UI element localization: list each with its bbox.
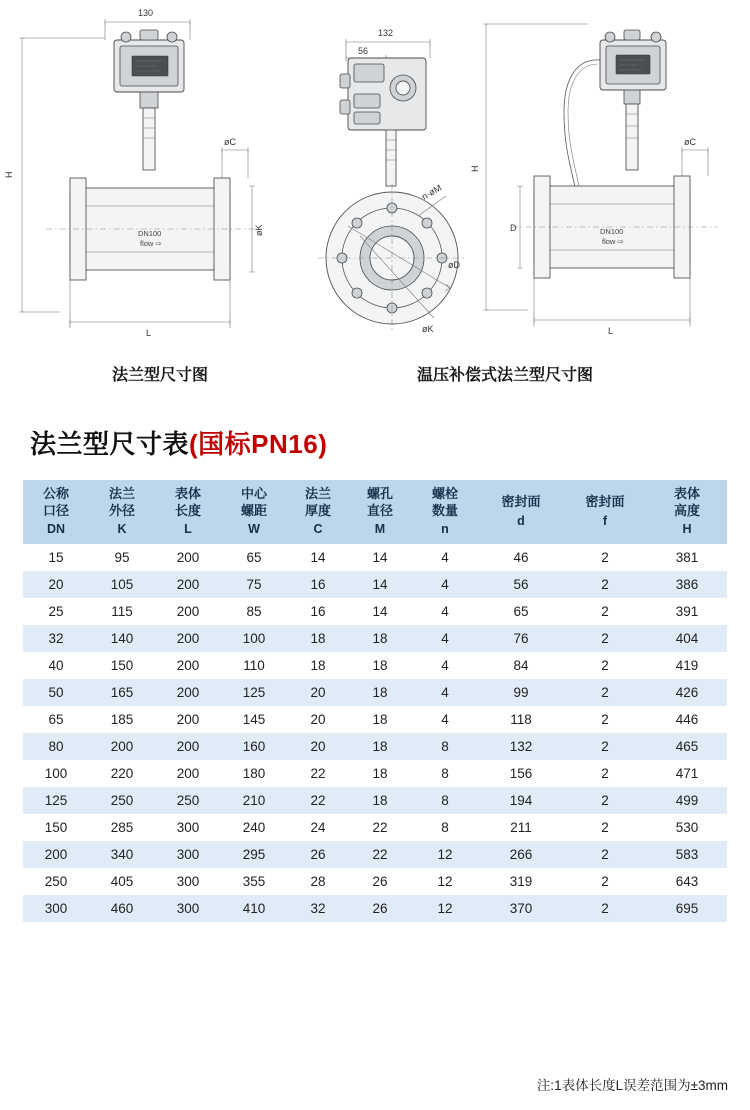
cell-m: 18: [349, 679, 411, 706]
table-row: [23, 679, 727, 706]
cell-w: 355: [221, 868, 287, 895]
cell-k: 105: [89, 571, 155, 598]
table-header-row: [23, 480, 727, 544]
svg-text:flow ⇨: flow ⇨: [140, 239, 162, 248]
col-header-f: 密封面 f: [563, 480, 647, 544]
page-title-accent: (国标PN16): [189, 429, 328, 459]
caption-flange-type: 法兰型尺寸图: [111, 367, 208, 384]
cell-n: 12: [411, 868, 479, 895]
cell-k: 95: [89, 544, 155, 571]
table-row: [23, 625, 727, 652]
svg-text:DN100: DN100: [138, 229, 162, 238]
cell-f: 2: [563, 571, 647, 598]
cell-f: 2: [563, 679, 647, 706]
cell-n: 4: [411, 706, 479, 733]
page-title: [30, 424, 327, 461]
cell-h: 530: [647, 814, 727, 841]
cell-d: 319: [479, 868, 563, 895]
cell-l: 200: [155, 706, 221, 733]
table-row: [23, 814, 727, 841]
svg-text:øC: øC: [684, 137, 696, 147]
cell-l: 250: [155, 787, 221, 814]
svg-text:øK: øK: [254, 224, 264, 236]
cell-w: 110: [221, 652, 287, 679]
caption-temp-pressure-compensated-flange-type: 温压补偿式法兰型尺寸图: [416, 367, 593, 384]
svg-text:130: 130: [138, 8, 154, 18]
svg-text:132: 132: [378, 28, 394, 38]
cell-c: 26: [287, 841, 349, 868]
cell-m: 26: [349, 895, 411, 922]
col-header-c: 法兰 厚度 C: [287, 480, 349, 544]
cell-h: 391: [647, 598, 727, 625]
cell-w: 85: [221, 598, 287, 625]
cell-c: 28: [287, 868, 349, 895]
cell-k: 140: [89, 625, 155, 652]
cell-m: 18: [349, 652, 411, 679]
cell-l: 300: [155, 895, 221, 922]
table-row: [23, 598, 727, 625]
cell-l: 300: [155, 841, 221, 868]
cell-h: 471: [647, 760, 727, 787]
cell-l: 200: [155, 625, 221, 652]
col-header-m: 螺孔 直径 M: [349, 480, 411, 544]
cell-f: 2: [563, 895, 647, 922]
cell-n: 4: [411, 679, 479, 706]
cell-l: 200: [155, 652, 221, 679]
svg-text:H: H: [4, 171, 14, 178]
cell-m: 18: [349, 760, 411, 787]
page-title-main: 法兰型尺寸表: [30, 429, 190, 459]
cell-c: 20: [287, 733, 349, 760]
cell-k: 460: [89, 895, 155, 922]
cell-m: 22: [349, 814, 411, 841]
cell-dn: 125: [23, 787, 89, 814]
cell-f: 2: [563, 868, 647, 895]
col-header-d: 密封面 d: [479, 480, 563, 544]
cell-c: 16: [287, 571, 349, 598]
cell-n: 8: [411, 733, 479, 760]
flange-type-drawing-right: [468, 0, 750, 360]
cell-w: 295: [221, 841, 287, 868]
svg-text:øC: øC: [224, 137, 236, 147]
cell-h: 695: [647, 895, 727, 922]
table-row: [23, 868, 727, 895]
cell-f: 2: [563, 787, 647, 814]
table-row: [23, 544, 727, 571]
svg-text:L: L: [608, 326, 614, 336]
cell-dn: 15: [23, 544, 89, 571]
cell-m: 26: [349, 868, 411, 895]
cell-c: 22: [287, 760, 349, 787]
table-note: 注:1表体长度L误差范围为±3mm: [536, 1078, 728, 1093]
cell-dn: 25: [23, 598, 89, 625]
cell-w: 100: [221, 625, 287, 652]
col-header-w: 中心 螺距 W: [221, 480, 287, 544]
cell-c: 22: [287, 787, 349, 814]
table-row: [23, 733, 727, 760]
cell-l: 200: [155, 733, 221, 760]
svg-text:DN100: DN100: [600, 227, 624, 236]
svg-text:56: 56: [358, 46, 369, 56]
cell-h: 499: [647, 787, 727, 814]
cell-k: 340: [89, 841, 155, 868]
cell-c: 14: [287, 544, 349, 571]
cell-k: 220: [89, 760, 155, 787]
cell-m: 22: [349, 841, 411, 868]
col-header-k: 法兰 外径 K: [89, 480, 155, 544]
col-header-h: 表体 高度 H: [647, 480, 727, 544]
dimension-table: [23, 480, 727, 922]
cell-k: 150: [89, 652, 155, 679]
cell-d: 194: [479, 787, 563, 814]
cell-w: 410: [221, 895, 287, 922]
cell-w: 75: [221, 571, 287, 598]
cell-dn: 32: [23, 625, 89, 652]
table-body: [23, 544, 727, 922]
cell-m: 14: [349, 598, 411, 625]
cell-w: 160: [221, 733, 287, 760]
cell-h: 419: [647, 652, 727, 679]
table-row: [23, 706, 727, 733]
cell-c: 18: [287, 652, 349, 679]
cell-k: 165: [89, 679, 155, 706]
cell-f: 2: [563, 733, 647, 760]
cell-l: 200: [155, 679, 221, 706]
cell-d: 118: [479, 706, 563, 733]
cell-c: 24: [287, 814, 349, 841]
table-header: [23, 480, 727, 544]
cell-f: 2: [563, 814, 647, 841]
svg-text:D: D: [510, 223, 517, 233]
cell-n: 4: [411, 625, 479, 652]
drawing-captions: [0, 362, 750, 385]
col-header-n: 螺栓 数量 n: [411, 480, 479, 544]
flange-face-drawing-middle: [308, 0, 478, 360]
cell-f: 2: [563, 625, 647, 652]
col-header-l: 表体 长度 L: [155, 480, 221, 544]
cell-m: 18: [349, 787, 411, 814]
cell-n: 12: [411, 895, 479, 922]
svg-text:n-øM: n-øM: [420, 182, 444, 202]
cell-k: 285: [89, 814, 155, 841]
cell-n: 4: [411, 571, 479, 598]
cell-d: 84: [479, 652, 563, 679]
cell-d: 132: [479, 733, 563, 760]
cell-h: 426: [647, 679, 727, 706]
cell-k: 200: [89, 733, 155, 760]
cell-c: 20: [287, 679, 349, 706]
cell-dn: 300: [23, 895, 89, 922]
cell-m: 18: [349, 706, 411, 733]
svg-text:flow ⇨: flow ⇨: [602, 237, 624, 246]
cell-d: 156: [479, 760, 563, 787]
cell-n: 4: [411, 544, 479, 571]
table-row: [23, 841, 727, 868]
cell-h: 404: [647, 625, 727, 652]
cell-dn: 150: [23, 814, 89, 841]
cell-dn: 50: [23, 679, 89, 706]
cell-f: 2: [563, 652, 647, 679]
cell-l: 300: [155, 868, 221, 895]
cell-c: 18: [287, 625, 349, 652]
flange-type-drawing-left: [0, 0, 300, 360]
cell-w: 180: [221, 760, 287, 787]
cell-k: 405: [89, 868, 155, 895]
cell-l: 200: [155, 760, 221, 787]
cell-d: 99: [479, 679, 563, 706]
table-row: [23, 760, 727, 787]
cell-w: 240: [221, 814, 287, 841]
cell-d: 211: [479, 814, 563, 841]
cell-m: 18: [349, 625, 411, 652]
drawings-section: [0, 0, 750, 400]
cell-c: 32: [287, 895, 349, 922]
cell-h: 381: [647, 544, 727, 571]
cell-f: 2: [563, 841, 647, 868]
cell-d: 46: [479, 544, 563, 571]
cell-m: 14: [349, 544, 411, 571]
svg-text:øK: øK: [422, 324, 434, 334]
cell-w: 210: [221, 787, 287, 814]
cell-w: 125: [221, 679, 287, 706]
cell-h: 446: [647, 706, 727, 733]
cell-w: 145: [221, 706, 287, 733]
cell-k: 250: [89, 787, 155, 814]
cell-f: 2: [563, 598, 647, 625]
table-row: [23, 787, 727, 814]
cell-dn: 20: [23, 571, 89, 598]
svg-text:L: L: [146, 328, 152, 338]
cell-dn: 200: [23, 841, 89, 868]
cell-d: 370: [479, 895, 563, 922]
cell-n: 8: [411, 814, 479, 841]
cell-c: 20: [287, 706, 349, 733]
cell-n: 4: [411, 652, 479, 679]
cell-h: 465: [647, 733, 727, 760]
cell-d: 266: [479, 841, 563, 868]
cell-l: 200: [155, 598, 221, 625]
cell-k: 185: [89, 706, 155, 733]
dimension-table-wrapper: [23, 480, 727, 922]
cell-h: 386: [647, 571, 727, 598]
cell-l: 200: [155, 544, 221, 571]
cell-dn: 100: [23, 760, 89, 787]
col-header-dn: 公称 口径 DN: [23, 480, 89, 544]
cell-d: 65: [479, 598, 563, 625]
cell-w: 65: [221, 544, 287, 571]
cell-f: 2: [563, 760, 647, 787]
cell-c: 16: [287, 598, 349, 625]
cell-h: 583: [647, 841, 727, 868]
cell-dn: 80: [23, 733, 89, 760]
cell-n: 4: [411, 598, 479, 625]
cell-dn: 65: [23, 706, 89, 733]
table-row: [23, 652, 727, 679]
cell-f: 2: [563, 544, 647, 571]
cell-h: 643: [647, 868, 727, 895]
table-row: [23, 895, 727, 922]
cell-k: 115: [89, 598, 155, 625]
cell-dn: 40: [23, 652, 89, 679]
cell-m: 18: [349, 733, 411, 760]
table-row: [23, 571, 727, 598]
cell-n: 8: [411, 787, 479, 814]
cell-f: 2: [563, 706, 647, 733]
svg-text:øD: øD: [448, 260, 460, 270]
cell-l: 300: [155, 814, 221, 841]
cell-dn: 250: [23, 868, 89, 895]
svg-text:H: H: [470, 165, 480, 172]
cell-d: 56: [479, 571, 563, 598]
cell-m: 14: [349, 571, 411, 598]
cell-l: 200: [155, 571, 221, 598]
cell-d: 76: [479, 625, 563, 652]
cell-n: 8: [411, 760, 479, 787]
cell-n: 12: [411, 841, 479, 868]
